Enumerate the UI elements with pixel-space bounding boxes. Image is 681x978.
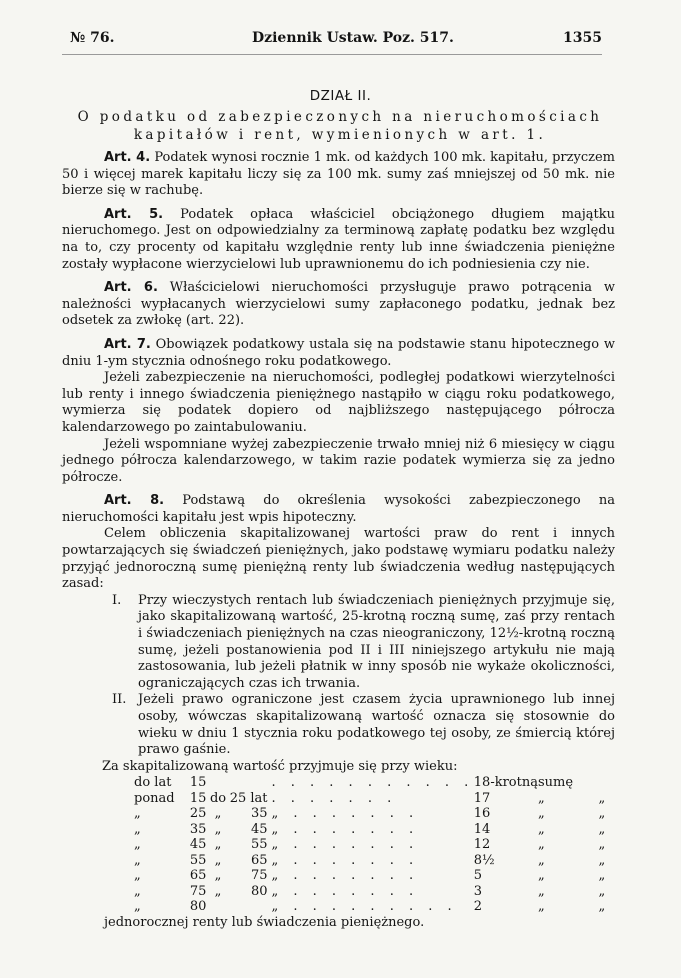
- article-7: [62, 337, 615, 370]
- page-header: [62, 30, 602, 56]
- leader-dots: „ . . . . . . .: [271, 806, 419, 822]
- section-subtitle: O podatku od zabezpieczonych na nieruchomościach kapitałów i rent, wymienionych w art. 1.: [77, 109, 603, 143]
- ditto-mark: „: [598, 790, 606, 806]
- age-to: 25 lat: [229, 790, 268, 806]
- leader-dots: . . . . . . .: [271, 790, 397, 806]
- list-item: [62, 692, 615, 758]
- article-5: [62, 207, 615, 273]
- age-to: 55: [250, 837, 268, 853]
- age-from: 25: [189, 806, 207, 822]
- age-from: 75: [189, 883, 207, 899]
- article-label: Art. 6.: [104, 280, 158, 296]
- ditto-mark: „: [598, 883, 606, 899]
- age-mid: [206, 775, 229, 791]
- age-prefix: ponad: [134, 790, 175, 806]
- age-from: 45: [189, 837, 207, 853]
- ditto-mark: „: [598, 806, 606, 822]
- table-intro: Za skapitalizowaną wartość przyjmuje się przy wieku:: [102, 758, 458, 774]
- multiplier: 12: [473, 837, 491, 853]
- leader-dots: „ . . . . . . . . .: [271, 899, 458, 915]
- table-row: [134, 899, 615, 915]
- age-mid: „: [214, 852, 222, 868]
- article-text: Podatek wynosi rocznie 1 mk. od każdych 100 mk. kapitału, przyczem 50 i więcej marek kapitału liczy się za 100 mk. sumy zaś mniejszej od 50 mk. nie bierze się w rachubę.: [62, 150, 615, 199]
- ditto-mark: „: [598, 899, 606, 915]
- unit: sumę: [537, 775, 574, 791]
- multiplier: 18-krotną: [473, 775, 538, 791]
- multiplier: 16: [473, 806, 491, 822]
- table-row: [134, 884, 615, 900]
- age-mid: „: [214, 806, 222, 822]
- age-to: 80: [250, 883, 268, 899]
- article-label: Art. 7.: [104, 336, 151, 352]
- leader-dots: „ . . . . . . .: [271, 837, 419, 853]
- age-multiplier-table: [134, 775, 615, 915]
- ditto-mark: „: [598, 821, 606, 837]
- age-prefix: „: [134, 837, 141, 853]
- age-mid: do: [209, 790, 227, 806]
- article-8: [62, 493, 615, 526]
- list-item: [62, 593, 615, 693]
- age-prefix: „: [134, 883, 141, 899]
- article-text: Podstawą do określenia wysokości zabezpieczonego na nieruchomości kapitału jest wpis hipoteczny.: [62, 493, 615, 525]
- table-row: [134, 837, 615, 853]
- age-mid: „: [214, 883, 222, 899]
- age-prefix: „: [134, 852, 141, 868]
- list-item-text: Jeżeli prawo ograniczone jest czasem życia uprawnionego lub innej osoby, wówczas skapitalizowaną wartość oznacza się stosownie do wieku w dniu 1 stycznia roku podatkowego tej osoby, ze śmiercią której prawo gaśnie.: [138, 692, 615, 758]
- page-number: 1355: [563, 30, 602, 46]
- ditto-mark: „: [598, 852, 606, 868]
- table-row: [134, 775, 615, 791]
- age-mid: „: [214, 821, 222, 837]
- age-prefix: do lat: [134, 775, 172, 791]
- unit: „: [537, 852, 545, 868]
- ditto-mark: „: [598, 868, 606, 884]
- article-8-paragraph-2: Celem obliczenia skapitalizowanej wartości praw do rent i innych powtarzających się świadczeń pieniężnych, jako podstawę wymiaru podatku należy przyjąć jednoroczną sumę pieniężną renty lub świadczenia według następujących zasad:: [62, 526, 615, 592]
- article-7-paragraph-2: Jeżeli zabezpieczenie na nieruchomości, podległej podatkowi wierzytelności lub renty i innego świadczenia pieniężnego nastąpiło w ciągu roku podatkowego, wymierza się podatek dopiero od najbliższego następującego półrocza kalendarzowego po zaintabulowaniu.: [62, 370, 615, 435]
- leader-dots: „ . . . . . . .: [271, 821, 419, 837]
- leader-dots: . . . . . . . . . . .: [271, 775, 474, 791]
- issue-number: № 76.: [70, 30, 115, 46]
- article-6: [62, 280, 615, 330]
- article-label: Art. 5.: [104, 206, 164, 222]
- age-from: 15: [189, 790, 207, 806]
- article-7-paragraph-3: Jeżeli wspomniane wyżej zabezpieczenie trwało mniej niż 6 miesięcy w ciągu jednego półrocza kalendarzowego, w takim razie podatek wymierza się za jedno półrocze.: [62, 436, 615, 485]
- age-prefix: „: [134, 868, 141, 884]
- section-title: DZIAŁ II.: [309, 88, 372, 104]
- document-body: [62, 150, 615, 931]
- leader-dots: „ . . . . . . .: [271, 852, 419, 868]
- age-from: 80: [189, 899, 207, 915]
- table-row: [134, 791, 615, 807]
- unit: „: [537, 883, 545, 899]
- article-text: Właścicielowi nieruchomości przysługuje prawo potrącenia w należności wypłacanych wierzycielowi sumy zapłaconego podatku, jednak bez odsetek za zwłokę (art. 22).: [62, 280, 616, 329]
- age-mid: [206, 899, 229, 915]
- article-label: Art. 4.: [104, 150, 151, 165]
- age-from: 15: [189, 775, 207, 791]
- multiplier: 14: [473, 821, 491, 837]
- article-4: [62, 150, 615, 200]
- table-row: [134, 806, 615, 822]
- unit: „: [537, 899, 545, 915]
- list-marker: II.: [112, 692, 127, 708]
- leader-dots: „ . . . . . . .: [271, 868, 419, 884]
- age-to: 65: [250, 852, 268, 868]
- article-label: Art. 8.: [104, 493, 165, 509]
- table-row: [134, 853, 615, 869]
- age-mid: „: [214, 837, 222, 853]
- multiplier: 2: [473, 899, 483, 915]
- list-item-text: Przy wieczystych rentach lub świadczeniach pieniężnych przyjmuje się, jako skapitalizowaną wartość, 25-krotną roczną sumę, zaś przy rentach i świadczeniach pieniężnych na czas nieograniczony, 12½-krotną roczną sumę, jeżeli postanowienia pod II i III niniejszego artykułu nie mają zastosowania, lub jeżeli płatnik w inny sposób nie wykaże okoliczności, ograniczających czas ich trwania.: [138, 592, 615, 691]
- table-outro: jednorocznej renty lub świadczenia pieniężnego.: [104, 914, 425, 930]
- unit: „: [537, 821, 545, 837]
- multiplier: 8½: [473, 852, 495, 868]
- age-to: [230, 775, 268, 791]
- ditto-mark: [599, 775, 615, 791]
- age-prefix: „: [134, 899, 141, 915]
- publication-title: Dziennik Ustaw. Poz. 517.: [252, 30, 454, 46]
- unit: „: [537, 790, 545, 806]
- ditto-mark: „: [598, 837, 606, 853]
- age-to: 45: [250, 821, 268, 837]
- age-from: 55: [189, 852, 207, 868]
- unit: „: [537, 868, 545, 884]
- multiplier: 5: [473, 868, 483, 884]
- age-to: [230, 899, 268, 915]
- age-to: 35: [250, 806, 268, 822]
- table-row: [134, 822, 615, 838]
- unit: „: [537, 837, 545, 853]
- age-from: 65: [189, 868, 207, 884]
- unit: „: [537, 806, 545, 822]
- age-mid: „: [214, 868, 222, 884]
- list-marker: I.: [112, 592, 122, 608]
- header-rule: [62, 54, 602, 55]
- age-prefix: „: [134, 821, 141, 837]
- multiplier: 3: [473, 883, 483, 899]
- age-prefix: „: [134, 806, 141, 822]
- article-text: Obowiązek podatkowy ustala się na podstawie stanu hipotecznego w dniu 1-ym stycznia odnośnego roku podatkowego.: [62, 336, 615, 369]
- table-row: [134, 868, 615, 884]
- leader-dots: „ . . . . . . .: [271, 883, 419, 899]
- multiplier: 17: [473, 790, 491, 806]
- age-to: 75: [250, 868, 268, 884]
- age-from: 35: [189, 821, 207, 837]
- article-text: Podatek opłaca właściciel obciążonego długiem majątku nieruchomego. Jest on odpowiedzialny za terminową zapłatę podatku bez względu na to, czy procenty od kapitału względnie renty lub inne świadczenia pieniężne zostały wypłacone wierzycielowi lub uprawnionemu do ich podniesienia czy nie.: [62, 206, 616, 272]
